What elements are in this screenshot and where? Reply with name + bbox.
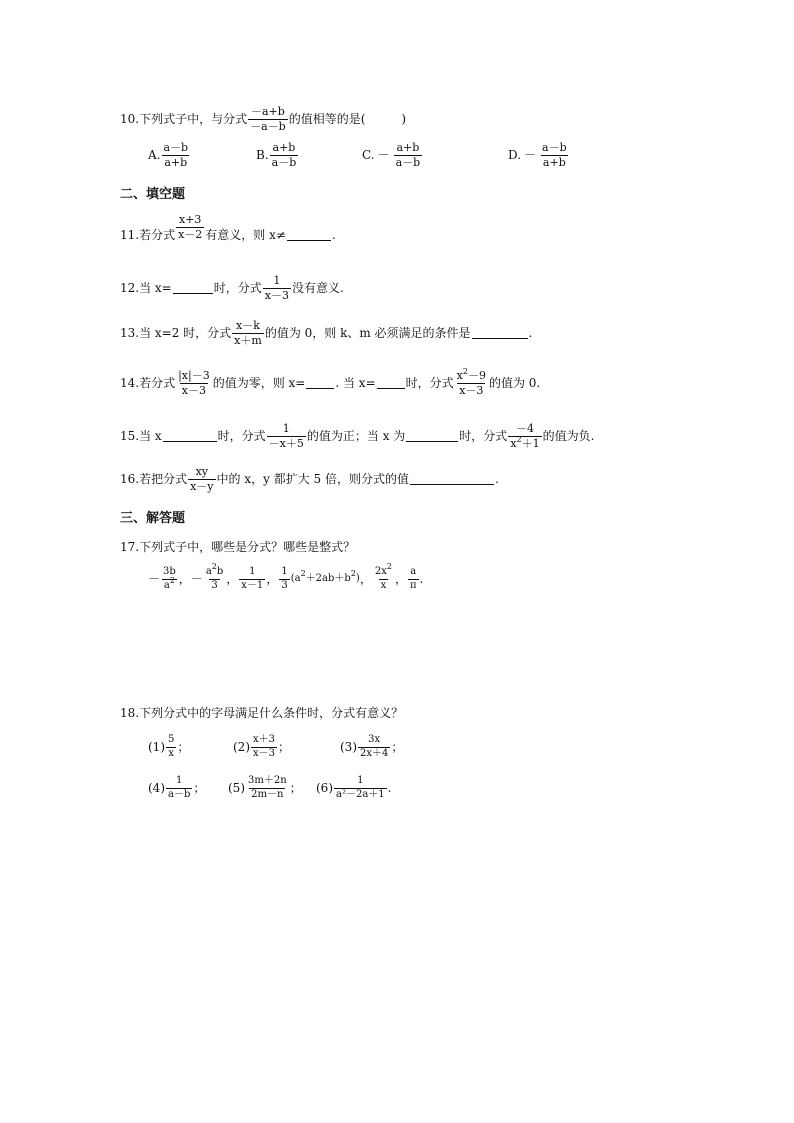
answer-blank (410, 474, 494, 485)
answer-blank (163, 431, 217, 442)
q10-option-b: B. $\frac{a+b}{a-b}$ (256, 141, 297, 169)
question-13: 13.当 x=2 时，分式 $\frac{x-k}{x+m}$ 的值为 0，则 k、m 必须满足的条件是 . (120, 319, 533, 347)
section-heading-solve: 三、解答题 (120, 511, 186, 526)
q10-fraction: $\frac{-a+b}{-a-b}$ (250, 105, 286, 133)
question-15: 15.当 x 时，分式 $\frac{1}{-x+5}$ 的值为正；当 x 为 时，分式 $\frac{-4}{x^2+1}$ 的值为负. (120, 422, 595, 450)
q12-fraction: $\frac{1}{x-3}$ (264, 274, 289, 302)
question-12: 12.当 x= 时，分式 $\frac{1}{x-3}$ 没有意义. (120, 274, 344, 302)
q15-fraction-2: $\frac{-4}{x^2+1}$ (510, 422, 540, 450)
q17-expr-4: $\frac{1}{3}$ (281, 566, 288, 591)
question-17: 17.下列式子中，哪些是分式？哪些是整式？ (120, 540, 356, 554)
answer-blank (406, 431, 458, 442)
q18-item-5: (5) $\frac{3m+2n}{2m-n}$ ； (228, 775, 302, 800)
q17-expr-1: $\frac{3b}{a^2}$ (163, 566, 176, 591)
question-10: 10.下列式子中，与分式 $\frac{-a+b}{-a-b}$ 的值相等的是( ) (120, 105, 407, 133)
q10-option-a: A. $\frac{a-b}{a+b}$ (148, 141, 189, 169)
q17-expr-6: $\frac{a}{\pi}$ (409, 566, 417, 591)
q16-fraction: $\frac{xy}{x-y}$ (190, 465, 214, 493)
q18-item-2: (2) $\frac{x+3}{x-3}$ ； (233, 734, 291, 759)
q13-fraction: $\frac{x-k}{x+m}$ (234, 319, 262, 347)
q10-text: 10.下列式子中，与分式 (120, 112, 248, 127)
q18-item-1: (1) $\frac{5}{x}$ ； (148, 734, 190, 759)
q17-expr-3: $\frac{1}{x-1}$ (241, 566, 264, 591)
q11-fraction: $\frac{x+3}{x-2}$ (178, 213, 203, 241)
q15-fraction-1: $\frac{1}{-x+5}$ (268, 422, 304, 450)
section-heading-fill-blank: 二、填空题 (120, 187, 186, 202)
answer-blank (306, 378, 334, 389)
answer-blank (377, 378, 405, 389)
question-18: 18.下列分式中的字母满足什么条件时，分式有意义？ (120, 706, 404, 720)
question-16: 16.若把分式 $\frac{xy}{x-y}$ 中的 x，y 都扩大 5 倍，则分式的值 . (120, 465, 499, 493)
q10-option-d: D. － $\frac{a-b}{a+b}$ (508, 141, 567, 169)
answer-blank (173, 283, 213, 294)
q18-item-3: (3) $\frac{3x}{2x+4}$ ； (340, 734, 404, 759)
q10-option-c: C. － $\frac{a+b}{a-b}$ (362, 141, 421, 169)
q18-item-6: (6) $\frac{1}{\text{a²－2a＋1}}$ . (316, 775, 392, 800)
q17-expressions: － $\frac{3b}{a^2}$ ， － $\frac{a^2b}{3}$ ， $\frac{1}{x-1}$ ， $\frac{1}{3}$ $(a^2+2ab+b^2)$ ， $\frac{2x^2}{x}$ ， $\frac{a}{\pi}$ . (148, 562, 424, 591)
question-14: 14.若分式 $\frac{|x|-3}{x-3}$ 的值为零，则 x= . 当 x= 时，分式 $\frac{x^2-9}{x-3}$ 的值为 0. (120, 367, 541, 397)
q18-item-4: (4) $\frac{1}{a-b}$ ； (148, 775, 206, 800)
q17-expr-5: $\frac{2x^2}{x}$ (374, 562, 392, 591)
question-11: 11.若分式 $\frac{x+3}{x-2}$ 有意义，则 x≠ . (120, 213, 336, 243)
answer-blank (287, 230, 331, 241)
q17-expr-2: $\frac{a^2b}{3}$ (205, 562, 224, 591)
answer-blank (472, 328, 528, 339)
q14-fraction-1: $\frac{|x|-3}{x-3}$ (178, 369, 210, 397)
q14-fraction-2: $\frac{x^2-9}{x-3}$ (456, 367, 486, 397)
